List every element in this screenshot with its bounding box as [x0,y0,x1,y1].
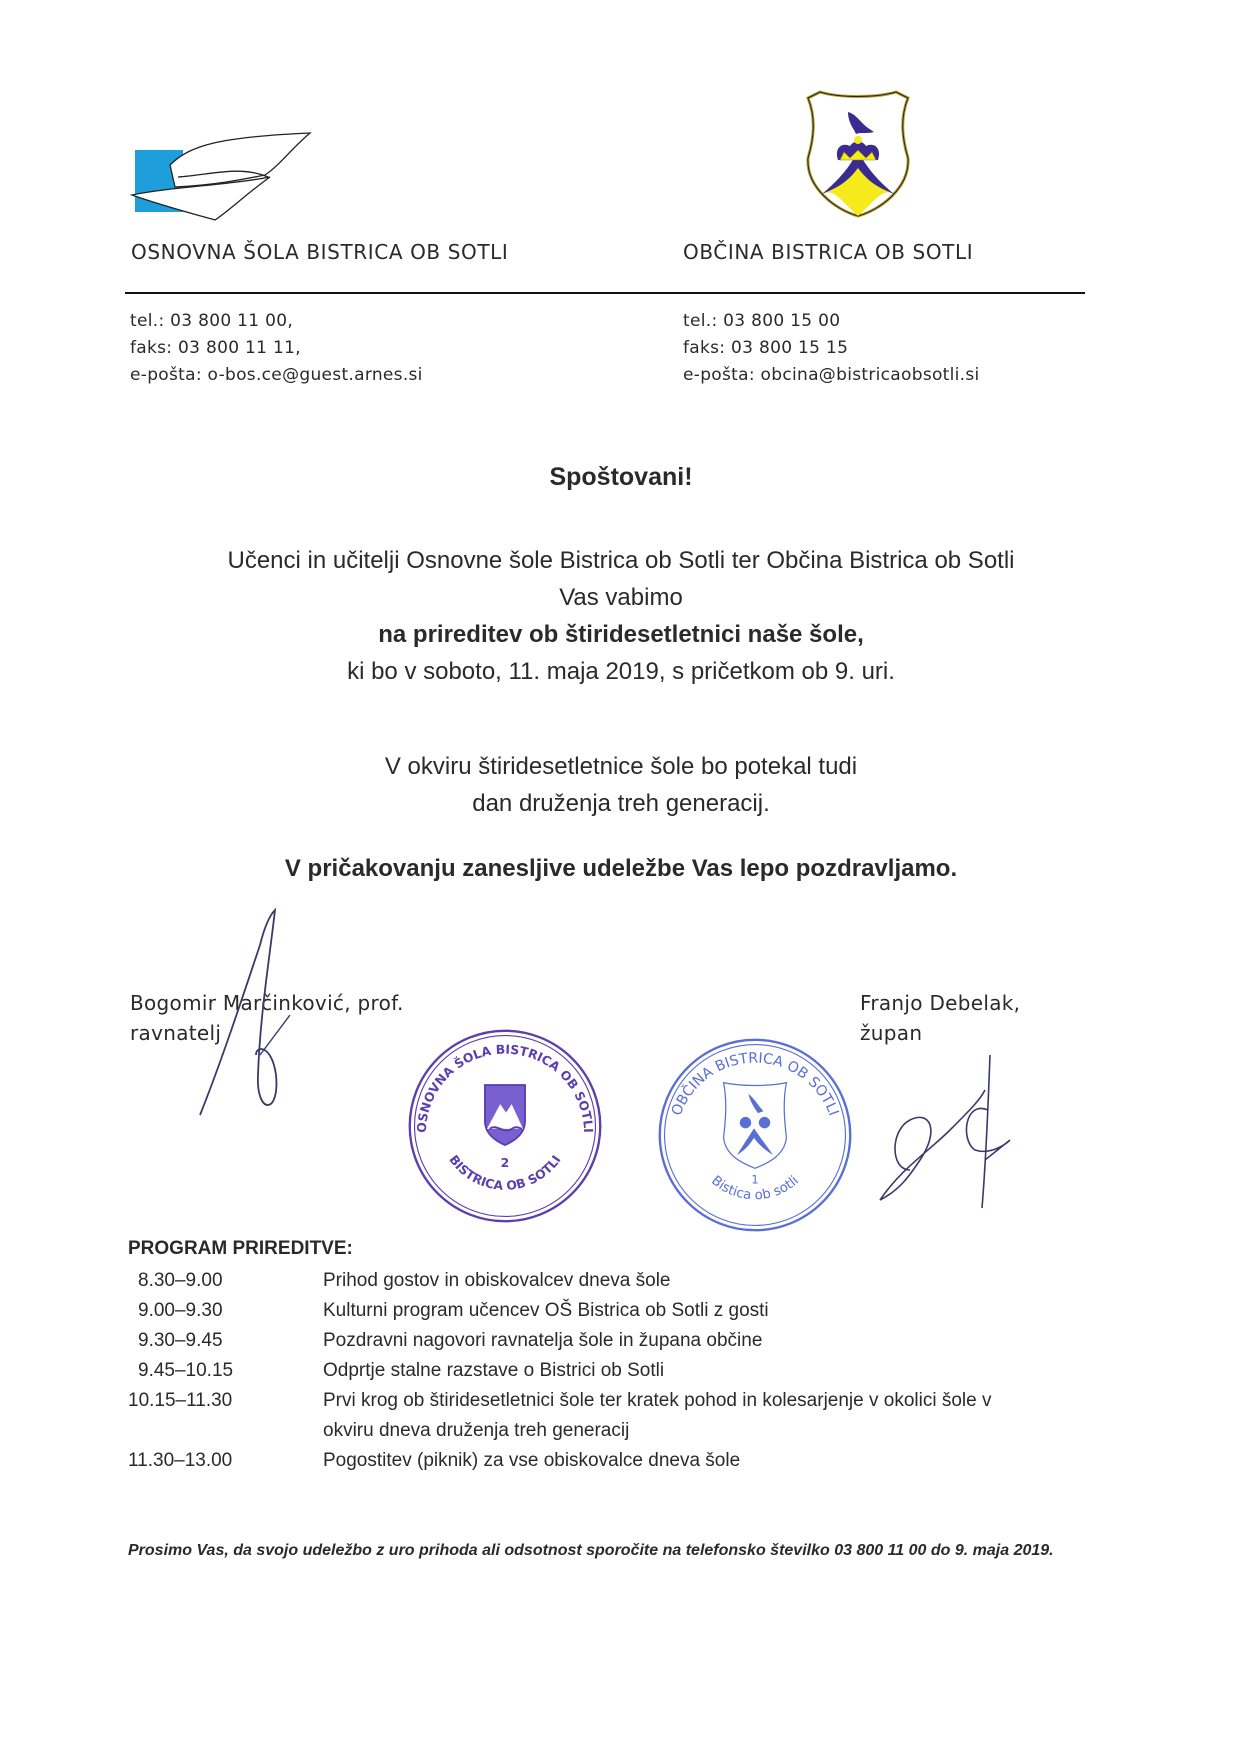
invitation-line-4: ki bo v soboto, 11. maja 2019, s pričetkom ob 9. uri. [347,658,895,685]
program-title: PROGRAM PRIREDITVE: [128,1238,353,1259]
program-item-desc: Prihod gostov in obiskovalcev dneva šole [323,1270,671,1291]
program-item-time: 8.30–9.00 [138,1270,223,1291]
program-item [128,1326,1128,1356]
invitation-line-1: Učenci in učitelji Osnovne šole Bistrica ob Sotli ter Občina Bistrica ob Sotli [227,547,1015,574]
school-email[interactable]: e-pošta: o-bos.ce@guest.arnes.si [130,365,423,385]
program-item [128,1386,1128,1446]
school-contact [130,308,423,389]
program-list [128,1266,1128,1476]
coat-of-arms-icon [800,88,916,220]
invitation-block [0,542,1242,690]
program-item-desc: Pogostitev (piknik) za vse obiskovalce dneva šole [323,1450,741,1471]
mayor-handwritten-signature [870,1050,1020,1210]
program-item [128,1266,1128,1296]
school-phone: tel.: 03 800 11 00, [130,311,294,331]
school-fax: faks: 03 800 11 11, [130,338,301,358]
program-item [128,1296,1128,1326]
invitation-line-3: na prireditev ob štiridesetletnici naše šole, [378,621,864,648]
school-logo-icon [130,125,320,225]
mayor-name: Franjo Debelak, [860,991,1021,1015]
principal-role: ravnatelj [130,1021,222,1045]
municipality-stamp-bottom-text: Bistica ob sotli [708,1173,802,1204]
greeting: Spoštovani! [549,463,693,491]
event-line-1: V okviru štiridesetletnice šole bo potekal tudi [384,753,858,780]
event-block [0,748,1242,822]
program-item-desc: Pozdravni nagovori ravnatelja šole in župana občine [323,1330,763,1351]
closing-line: V pričakovanju zanesljive udeležbe Vas lepo pozdravljamo. [284,855,958,882]
school-name: OSNOVNA ŠOLA BISTRICA OB SOTLI [131,240,509,264]
header-divider [125,292,1085,294]
invitation-line-2: Vas vabimo [559,584,683,611]
school-stamp-top-text: OSNOVNA ŠOLA BISTRICA OB SOTLI [414,1042,596,1134]
mayor-role: župan [860,1021,923,1045]
municipality-name: OBČINA BISTRICA OB SOTLI [683,240,974,264]
program-item-time: 9.45–10.15 [138,1360,234,1381]
municipality-stamp-top-text: OBČINA BISTRICA OB SOTLI [668,1050,842,1119]
program-item-time: 9.00–9.30 [138,1300,223,1321]
school-stamp-number: 2 [500,1155,510,1170]
program-item [128,1356,1128,1386]
principal-handwritten-signature [190,905,300,1125]
program-item-desc: Kulturni program učencev OŠ Bistrica ob Sotli z gosti [323,1300,769,1321]
municipality-stamp-number: 1 [751,1172,759,1187]
program-item-desc: Odprtje stalne razstave o Bistrici ob Sotli [323,1360,665,1381]
program-item-time: 9.30–9.45 [138,1330,223,1351]
event-line-2: dan druženja treh generacij. [472,790,770,817]
municipality-contact [683,308,980,389]
school-stamp-bottom-text: BISTRICA OB SOTLI [446,1152,564,1193]
municipality-email[interactable]: e-pošta: obcina@bistricaobsotli.si [683,365,980,385]
municipality-phone: tel.: 03 800 15 00 [683,311,841,331]
school-stamp [405,1026,605,1226]
principal-name: Bogomir Marčinković, prof. [130,991,404,1015]
program-item-desc: Prvi krog ob štiridesetletnici šole ter kratek pohod in kolesarjenje v okolici šole v okviru dneva druženja treh generacij [323,1390,992,1441]
municipality-stamp [655,1035,855,1235]
rsvp-footnote: Prosimo Vas, da svojo udeležbo z uro prihoda ali odsotnost sporočite na telefonsko številko 03 800 11 00 do 9. maja 2019. [128,1542,1054,1559]
program-item-time: 10.15–11.30 [128,1390,233,1411]
municipality-fax: faks: 03 800 15 15 [683,338,849,358]
mayor-signature-block [860,988,1020,1048]
program-item-time: 11.30–13.00 [128,1450,233,1471]
program-item [128,1446,1128,1476]
